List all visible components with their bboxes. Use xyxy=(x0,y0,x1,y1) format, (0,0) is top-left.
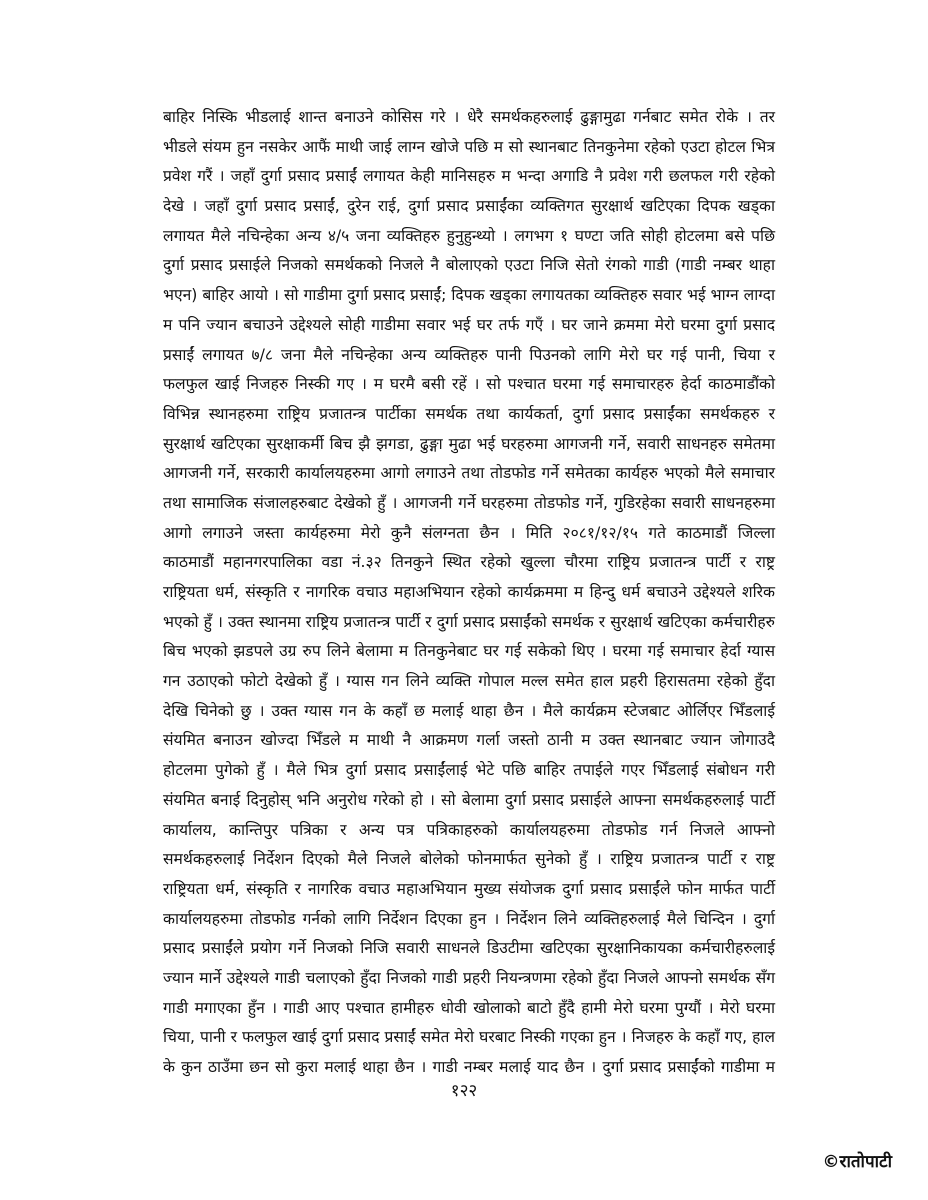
text-line-3: प्रवेश गरैं । जहाँ दुर्गा प्रसाद प्रसाईं लगायत केही मानिसहरु म भन्दा अगाडि नै प्रवेश गरी छलफल गरी रहेको xyxy=(163,167,775,186)
text-line-6: दुर्गा प्रसाद प्रसाईले निजको समर्थकको निजले नै बोलाएको एउटा निजि सेतो रंगको गाडी (गाडी नम्बर थाहा xyxy=(163,256,775,275)
text-line-24: संयमित बनाई दिनुहोस् भनि अनुरोध गरेको हो । सो बेलामा दुर्गा प्रसाद प्रसाईले आफ्ना समर्थकहरुलाई पार्टी xyxy=(163,790,775,809)
text-line-29: प्रसाद प्रसाईंले प्रयोग गर्ने निजको निजि सवारी साधनले डिउटीमा खटिएका सुरक्षानिकायका कर्मचारीहरुलाई xyxy=(163,939,775,958)
text-line-32: चिया, पानी र फलफुल खाई दुर्गा प्रसाद प्रसाईं समेत मेरो घरबाट निस्की गएका हुन । निजहरु के कहाँ गए, हाल xyxy=(163,1028,775,1047)
text-line-20: गन उठाएको फोटो देखेको हुँ । ग्यास गन लिने व्यक्ति गोपाल मल्ल समेत हाल प्रहरी हिरासतमा रहेको हुँदा xyxy=(163,672,775,691)
text-line-4: देखे । जहाँ दुर्गा प्रसाद प्रसाईं, दुरेन राई, दुर्गा प्रसाद प्रसाईंका व्यक्तिगत सुरक्षार्थ खटिएका दिपक खड्का xyxy=(163,197,775,216)
text-line-5: लगायत मैले नचिन्हेका अन्य ४/५ जना व्यक्तिहरु हुनुहुन्थ्यो । लगभग १ घण्टा जति सोही होटलमा बसे पछि xyxy=(163,226,775,245)
text-line-21: देखि चिनेको छु । उक्त ग्यास गन के कहाँ छ मलाई थाहा छैन । मैले कार्यक्रम स्टेजबाट ओर्लिएर भिँडलाई xyxy=(163,701,775,720)
text-line-15: आगो लगाउने जस्ता कार्यहरुमा मेरो कुनै संलग्नता छैन । मिति २०८१/१२/१५ गते काठमाडौं जिल्ला xyxy=(163,523,775,542)
text-line-17: राष्ट्रियता धर्म, संस्कृति र नागरिक वचाउ महाअभियान रहेको कार्यक्रममा म हिन्दु धर्म बचाउने उद्देश्यले शरिक xyxy=(163,583,775,601)
text-line-7: भएन) बाहिर आयो । सो गाडीमा दुर्गा प्रसाद प्रसाईं; दिपक खड्का लगायतका व्यक्तिहरु सवार भई भाग्न लाग्दा xyxy=(163,286,775,305)
text-line-33: के कुन ठाउँमा छन सो कुरा मलाई थाहा छैन । गाडी नम्बर मलाई याद छैन । दुर्गा प्रसाद प्रसाईंको गाडीमा म xyxy=(163,1058,775,1076)
publisher-watermark: ©रातोपाटी xyxy=(822,1152,892,1172)
text-line-22: संयमित बनाउन खोज्दा भिँडले म माथी नै आक्रमण गर्ला जस्तो ठानी म उक्त स्थानबाट ज्यान जोगाउदै xyxy=(163,731,775,750)
text-line-31: गाडी मगाएका हुँन । गाडी आए पश्चात हामीहरु धोवी खोलाको बाटो हुँदै हामी मेरो घरमा पुग्यौं । मेरो घरमा xyxy=(163,998,775,1017)
page-number: १२२ xyxy=(450,1081,478,1101)
text-line-26: समर्थकहरुलाई निर्देशन दिएको मैले निजले बोलेको फोनमार्फत सुनेको हुँ । राष्ट्रिय प्रजातन्त्र पार्टी र राष्ट्र xyxy=(163,850,775,869)
text-line-14: तथा सामाजिक संजालहरुबाट देखेको हुँ । आगजनी गर्ने घरहरुमा तोडफोड गर्ने, गुडिरहेका सवारी साधनहरुमा xyxy=(163,493,775,512)
text-line-25: कार्यालय, कान्तिपुर पत्रिका र अन्य पत्र पत्रिकाहरुको कार्यालयहरुमा तोडफोड गर्न निजले आफ्नो xyxy=(163,820,775,839)
text-line-9: प्रसाईं लगायत ७/८ जना मैले नचिन्हेका अन्य व्यक्तिहरु पानी पिउनको लागि मेरो घर गई पानी, चिया र xyxy=(163,345,775,364)
text-line-19: बिच भएको झडपले उग्र रुप लिने बेलामा म तिनकुनेबाट घर गई सकेको थिए । घरमा गई समाचार हेर्दा ग्यास xyxy=(163,642,775,661)
text-line-8: म पनि ज्यान बचाउने उद्देश्यले सोही गाडीमा सवार भई घर तर्फ गएँ । घर जाने क्रममा मेरो घरमा दुर्गा प्रसाद xyxy=(163,315,775,334)
text-line-2: भीडले संयम हुन नसकेर आफैं माथी जाई लाग्न खोजे पछि म सो स्थानबाट तिनकुनेमा रहेको एउटा होटल भित्र xyxy=(163,137,775,156)
text-line-13: आगजनी गर्ने, सरकारी कार्यालयहरुमा आगो लगाउने तथा तोडफोड गर्ने समेतका कार्यहरु भएको मैले समाचार xyxy=(163,464,775,483)
text-line-23: होटलमा पुगेको हुँ । मैले भित्र दुर्गा प्रसाद प्रसाईंलाई भेटे पछि बाहिर तपाईले गएर भिँडलाई संबोधन गरी xyxy=(163,761,775,780)
text-line-28: कार्यालयहरुमा तोडफोड गर्नको लागि निर्देशन दिएका हुन । निर्देशन लिने व्यक्तिहरुलाई मैले चिन्दिन । दुर्गा xyxy=(163,909,775,928)
text-line-11: विभिन्न स्थानहरुमा राष्ट्रिय प्रजातन्त्र पार्टीका समर्थक तथा कार्यकर्ता, दुर्गा प्रसाद प्रसाईंका समर्थकहरु र xyxy=(163,404,775,423)
text-line-27: राष्ट्रियता धर्म, संस्कृति र नागरिक वचाउ महाअभियान मुख्य संयोजक दुर्गा प्रसाद प्रसाईंले फोन मार्फत पार्टी xyxy=(163,879,775,898)
text-line-12: सुरक्षार्थ खटिएका सुरक्षाकर्मी बिच झै झगडा, ढुङ्गा मुढा भई घरहरुमा आगजनी गर्ने, सवारी साधनहरु समेतमा xyxy=(163,434,775,453)
text-line-10: फलफुल खाई निजहरु निस्की गए । म घरमै बसी रहें । सो पश्चात घरमा गई समाचारहरु हेर्दा काठमाडौंको xyxy=(163,375,775,394)
document-body xyxy=(163,103,775,1083)
text-line-1: बाहिर निस्कि भीडलाई शान्त बनाउने कोसिस गरे । धेरै समर्थकहरुलाई ढुङ्गामुढा गर्नबाट समेत रोके । तर xyxy=(163,108,775,126)
text-line-16: काठमाडौं महानगरपालिका वडा नं.३२ तिनकुने स्थित रहेको खुल्ला चौरमा राष्ट्रिय प्रजातन्त्र पार्टी र राष्ट्र xyxy=(163,553,775,572)
text-line-18: भएको हुँ । उक्त स्थानमा राष्ट्रिय प्रजातन्त्र पार्टी र दुर्गा प्रसाद प्रसाईंको समर्थक र सुरक्षार्थ खटिएका कर्मचारीहरु xyxy=(163,612,775,631)
text-line-30: ज्यान मार्ने उद्देश्यले गाडी चलाएको हुँदा निजको गाडी प्रहरी नियन्त्रणमा रहेको हुँदा निजले आफ्नो समर्थक सँग xyxy=(163,968,775,987)
